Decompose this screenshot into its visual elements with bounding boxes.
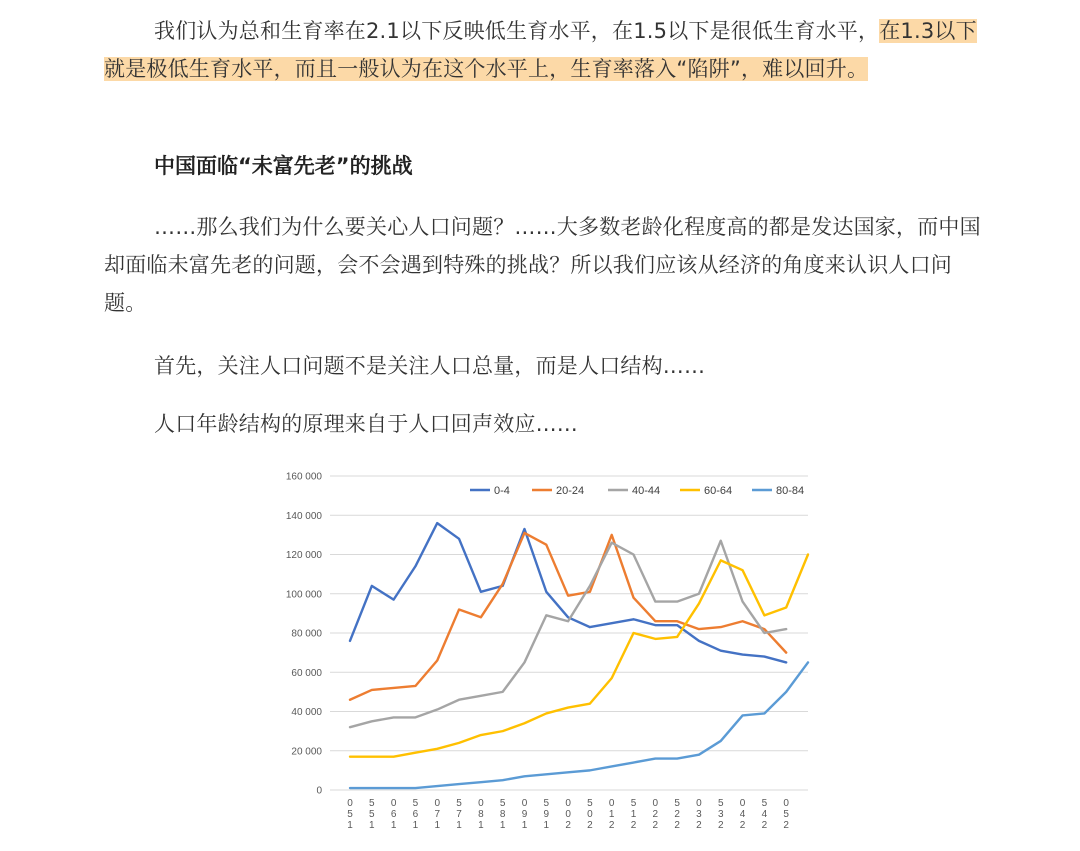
- x-tick-label: 6: [412, 809, 419, 820]
- x-tick-label: 1: [543, 820, 550, 831]
- x-tick-label: 0: [347, 798, 353, 809]
- x-tick-label: 8: [499, 809, 506, 820]
- x-tick-label: 2: [652, 809, 659, 820]
- x-tick-label: 1: [630, 809, 637, 820]
- x-tick-label: 2: [608, 820, 615, 831]
- x-tick-label: 5: [347, 809, 353, 820]
- x-tick-label: 0: [696, 798, 702, 809]
- x-tick-label: 5: [543, 798, 550, 809]
- x-tick-label: 2: [630, 820, 637, 831]
- x-tick-label: 0: [390, 798, 397, 809]
- y-tick-label: 60 000: [291, 667, 322, 679]
- legend-label-0-4: 0-4: [494, 485, 510, 497]
- x-tick-label: 3: [696, 809, 702, 820]
- x-tick-label: 2: [674, 809, 680, 820]
- x-tick-label: 2: [739, 820, 746, 831]
- x-tick-label: 5: [499, 798, 506, 809]
- x-tick-label: 1: [390, 820, 397, 831]
- x-tick-label: 4: [739, 809, 746, 820]
- y-tick-label: 100 000: [285, 589, 322, 601]
- x-tick-label: 0: [478, 798, 484, 809]
- x-tick-label: 5: [456, 798, 462, 809]
- population-age-chart: [260, 460, 840, 851]
- paragraph-echo-effect: 人口年龄结构的原理来自于人口回声效应……: [154, 412, 578, 436]
- section-heading: 中国面临“未富先老”的挑战: [154, 154, 413, 178]
- x-tick-label: 5: [761, 798, 768, 809]
- legend-label-80-84: 80-84: [776, 485, 805, 497]
- x-tick-label: 5: [630, 798, 637, 809]
- y-tick-label: 160 000: [285, 471, 322, 483]
- x-tick-label: 2: [652, 820, 659, 831]
- y-tick-label: 40 000: [291, 707, 322, 718]
- series-line-60-64: [350, 555, 808, 757]
- x-tick-label: 0: [434, 798, 441, 809]
- paragraph-aging: ……那么我们为什么要关心人口问题？……大多数老龄化程度高的都是发达国家，而中国却面临未富先老的问题，会不会遇到特殊的挑战？所以我们应该从经济的角度来认识人口问题。: [104, 215, 981, 315]
- x-tick-label: 0: [565, 798, 571, 809]
- x-tick-label: 2: [783, 820, 789, 831]
- x-tick-label: 5: [587, 798, 593, 809]
- x-tick-label: 2: [674, 820, 680, 831]
- x-tick-label: 2: [761, 820, 768, 831]
- x-tick-label: 3: [717, 809, 724, 820]
- line-chart-svg: [260, 460, 840, 851]
- series-line-40-44: [350, 541, 786, 727]
- legend-label-40-44: 40-44: [632, 485, 661, 497]
- x-tick-label: 5: [717, 798, 724, 809]
- x-tick-label: 7: [434, 809, 441, 820]
- x-tick-label: 0: [783, 798, 789, 809]
- y-tick-label: 140 000: [285, 510, 322, 522]
- y-tick-label: 120 000: [285, 550, 322, 561]
- x-tick-label: 0: [739, 798, 746, 809]
- x-tick-label: 2: [565, 820, 571, 831]
- legend-label-20-24: 20-24: [556, 485, 585, 497]
- paragraph-structure: 首先，关注人口问题不是关注人口总量，而是人口结构……: [154, 354, 706, 378]
- x-tick-label: 5: [412, 798, 419, 809]
- legend-label-60-64: 60-64: [704, 485, 733, 497]
- x-tick-label: 1: [499, 820, 506, 831]
- x-tick-label: 0: [565, 809, 571, 820]
- x-tick-label: 1: [369, 820, 375, 831]
- x-tick-label: 0: [608, 798, 615, 809]
- x-tick-label: 2: [587, 820, 593, 831]
- x-tick-label: 1: [434, 820, 441, 831]
- x-tick-label: 8: [478, 809, 484, 820]
- x-tick-label: 0: [652, 798, 659, 809]
- x-tick-label: 9: [543, 809, 550, 820]
- x-tick-label: 1: [347, 820, 353, 831]
- x-tick-label: 5: [674, 798, 680, 809]
- x-tick-label: 5: [369, 809, 375, 820]
- x-tick-label: 5: [369, 798, 375, 809]
- x-tick-label: 0: [587, 809, 593, 820]
- paragraph-fertility-line1: 我们认为总和生育率在2.1以下反映低生育水平，在1.5以下是很低生育水平，: [154, 19, 880, 43]
- x-tick-label: 1: [608, 809, 615, 820]
- x-tick-label: 5: [783, 809, 789, 820]
- x-tick-label: 9: [521, 809, 528, 820]
- highlighted-text: 在1.3以下就是极低生育水平，而且一般认为在这个水平上，生育率落入“陷阱”，难以回升。: [104, 19, 977, 81]
- x-tick-label: 1: [521, 820, 528, 831]
- x-tick-label: 1: [412, 820, 419, 831]
- x-tick-label: 2: [696, 820, 702, 831]
- y-tick-label: 0: [316, 785, 322, 797]
- x-tick-label: 1: [456, 820, 462, 831]
- y-tick-label: 20 000: [291, 746, 322, 758]
- x-tick-label: 6: [390, 809, 397, 820]
- x-tick-label: 0: [521, 798, 528, 809]
- x-tick-label: 1: [478, 820, 484, 831]
- paragraph-fertility: [104, 12, 986, 88]
- y-tick-label: 80 000: [291, 628, 322, 640]
- x-tick-label: 7: [456, 809, 462, 820]
- x-tick-label: 2: [717, 820, 724, 831]
- x-tick-label: 4: [761, 809, 768, 820]
